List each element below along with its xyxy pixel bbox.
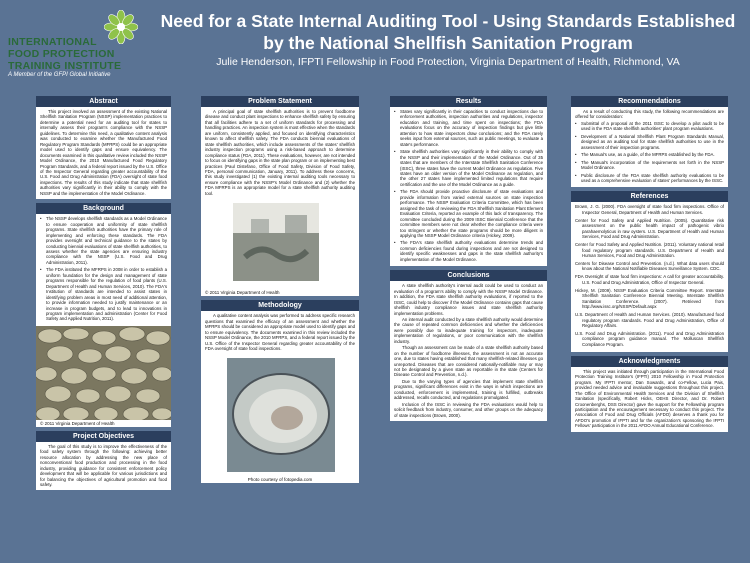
- recommendations-item: • Submittal of a proposal at the 2011 ISSC to develop a pilot audit to be used in the FDA state shellfish authorities' plant program evaluations.: [575, 121, 724, 132]
- conclusions-paragraph: A state shellfish authority's internal audit could be used to conduct an evaluation of a program's ability to comply with the NSSP Model Ordinance. In addition, the FDA state shellfish authority evaluations, if reported to the ISSC, could help to discover if the Model Ordinance contains gaps that cause shellfish industry compliance issues and state shellfish authority implementation problems.: [394, 283, 543, 316]
- conclusions-paragraph: Due to the varying types of agencies that implement state shellfish programs, significant differences exist in the ways in which inspections are conducted, enforcement is implemented, training is fulfilled, outbreaks addressed, recalls conducted, and regulations promulgated.: [394, 378, 543, 401]
- recommendations-item: • Public disclosure of the FDA state shellfish authority evaluations to be used as a comprehensive evaluation of states' performances by the ISSC.: [575, 173, 724, 184]
- reference-item: U.S. Department of Health and Human Services. (2010). Manufactured food regulatory program standards. Food and Drug Administration, Office of Regulatory Affairs.: [575, 312, 724, 329]
- conclusions-paragraph: An internal audit conducted by a state shellfish authority would determine the cause of repeated common deficiencies and whether the deficiencies were possibly due to inadequate training for inspectors, inadequate implementation of regulations, or poor communication with the shellfish industry.: [394, 316, 543, 344]
- logo-subtitle: A Member of the GFPI Global Initiative: [8, 72, 111, 78]
- conclusions-heading: Conclusions: [390, 270, 547, 281]
- background-photo-caption: © 2011 Virginia Department of Health: [36, 420, 171, 427]
- problem-text: A principal goal of state shellfish authorities is to prevent foodborne disease and conduct plant inspections to enhance shellfish safety by ensuring that all facilities adhere to a set of uniform standards for processing and handling practices. An inspection system is most effective when the standards are uniform, consistently applied, and focused on identifying characteristics known to affect shellfish safety. The FDA conducts biennial evaluations of state shellfish authorities, which include assessments of the states' shellfish industry inspection programs using a risk-based approach to determine compliance status (FDA, 2011). These evaluations, however, are not intended to focus on identifying gaps in the state plan program or on implementing best practices (Paul Distefano, Office of Food Safety, Division of Food Safety, FDA, personal communication, January, 2011). To address these concerns, this study investigated (1) the existing internal auditing tools necessary to ensure compliance with the NSSP's Model Ordinance and (2) whether the FDA MFRPS is an appropriate model for a state shellfish authority auditing tool.: [205, 109, 355, 196]
- objectives-box: [36, 442, 171, 491]
- logo-wordmark: INTERNATIONAL FOOD PROTECTION TRAINING INSTITUTE: [8, 36, 122, 72]
- abstract-text: This project involved an assessment of the existing National Shellfish Sanitation Program (NSSP) implementation practices to determine a potential need for an auditing tool for states to internally assess their program's compliance with the NSSP guidelines. To determine this need, a qualitative content analysis was conducted to examine whether the Manufactured Food Regulatory Program Standards (MFRPS) could be an appropriate model used to identify gaps and ensure equivalency. The documents examined in this qualitative review included the NSSP Model Ordinance, the 2010 Manufactured Food Regulatory Program Standards, and a federal report issued by the U.S. Office of the Inspector General regarding greater accountability of the U.S. Food and Drug Administration (FDA) oversight of state food inspections. The results of this study indicate that state shellfish authorities vary significantly in their ability to comply with the NSSP and the implementation of the Model Ordinance.: [40, 109, 167, 196]
- objectives-heading: Project Objectives: [36, 431, 171, 442]
- reference-item: Centers for Disease Control and Prevention. (n.d.). What data users should know about the National Notifiable Diseases Surveillance System. CDC.: [575, 261, 724, 272]
- methodology-box: [201, 311, 359, 354]
- recommendations-item: • The Manual's use, as a guide, of the MFRPS established by the FDA.: [575, 152, 724, 157]
- recommendations-item: • Development of a National Shellfish Plant Program Standards Manual, designed as an auditing tool for state shellfish authorities to use in the assessment of their inspection programs.: [575, 134, 724, 150]
- background-box: [36, 214, 171, 326]
- acknowledgments-text: This project was initiated through participation in the International Food Protection Training Institute's (IFPTI) 2010 Fellowship in Food Protection program. My IFPTI mentor, Dan Sowards, and co-Fellow, Lucia Pais, provided needed advice and invaluable suggestions throughout this project. The Office of Environmental Health Services and the Division of Shellfish Sanitation (specifically, Robert Hicks, OEHS Director, and Dr. Robert Croonenberghs, DSS Director) gave the support for the Fellowship program participation and the encouragement necessary to conduct this project. The Association of Food and Drug Officials (AFDO) deserves a thank you for AFDO's promotion of IFPTI and for the organization's sponsoring the IFPTI Fellows' participation in the 2011 AFDO Annual Educational Conference.: [575, 368, 724, 429]
- methodology-text: A qualitative content analysis was performed to address specific research questions that examined the efficacy of an assessment and whether the MFRPS should be considered an appropriate model used to identify gaps and to ensure equivalency. The documents examined in this review included the NSSP Model Ordinance, the 2010 MFRPS, and a federal report issued by the U.S. Office of the Inspector General regarding greater accountability of the FDA oversight of state food inspections.: [205, 313, 355, 351]
- poster-author: Julie Henderson, IFPTI Fellowship in Food Protection, Virginia Department of Health, Richmond, VA: [216, 56, 680, 68]
- column-1: [36, 96, 171, 490]
- ifpti-logo: [4, 6, 164, 82]
- methodology-photo-caption: Photo courtesy of fotopedia.com: [201, 476, 359, 483]
- methodology-heading: Methodology: [201, 300, 359, 311]
- background-item: • The FDA instituted the MFRPS in 2008 in order to establish a uniform foundation for the design and management of state programs responsible for the regulation of food plants (U.S. Department of Health and Human Services, 2010). The FDA's Institution of standards are intended to assist states in identifying problem areas in most need of additional attention, to provide information needed to justify maintenance or an increase in program budgets, and to lead to innovations in program implementation and administration (Center for Food Safety and Applied Nutrition, 2011).: [40, 267, 167, 322]
- recommendations-intro: As a result of conducting this study, the following recommendations are offered for consideration:: [575, 109, 724, 120]
- results-box: [390, 107, 547, 266]
- background-item: • The NSSP develops shellfish standards as a Model Ordinance to ensure cooperation and uniformity of state shellfish programs. State shellfish authorities have the primary role of implementing and enforcing these standards. The FDA provides oversight and technical guidance to the states by conducting biennial evaluations of state shellfish authorities, to assess whether the state agencies are ensuring industry compliance with the NSSP (U.S. Food and Drug Administration, 2011).: [40, 216, 167, 265]
- shellfish-plant-photo: [201, 199, 359, 289]
- references-heading: References: [571, 191, 728, 202]
- reference-item: Center for Food Safety and Applied Nutrition. (2011). Voluntary national retail food regulatory program standards. U.S. Department of Health and Human Services, Food and Drug Administration.: [575, 242, 724, 259]
- results-heading: Results: [390, 96, 547, 107]
- acknowledgments-box: [571, 367, 728, 432]
- problem-photo-caption: © 2011 Virginia Department of Health: [201, 289, 359, 296]
- problem-box: [201, 107, 359, 199]
- reference-item: FDA Oversight of state food firm inspections: A call for greater accountability. U.S. Food and Drug Administration, Office of Inspector General.: [575, 274, 724, 285]
- conclusions-paragraph: Though an assessment can be made of a state shellfish authority based on the number of foodborne illnesses, the assessment is not an accurate one, due to states having established that many shellfish-related illnesses go unreported. Diseases that are considered nationally-notifiable may or may not be designated by a given state as reportable in the state (Centers for Disease Control and Prevention, n.d.).: [394, 345, 543, 378]
- background-heading: Background: [36, 203, 171, 214]
- results-item: • State shellfish authorities vary significantly in their ability to comply with the NSSP and their implementation of the Model Ordinance. Out of 35 states that are members of the Interstate Shellfish Sanitation Conference (ISSC), three states have the current Model Ordinance as regulation. Five states have an older version of the Model Ordinance as regulation, and the other 27 states have implemented limited regulations that require certification and the use of the Model Ordinance as a guide.: [394, 149, 543, 187]
- oyster-pile-photo: [36, 326, 171, 420]
- problem-heading: Problem Statement: [201, 96, 359, 107]
- results-item: • States vary significantly in their capacities to conduct inspections due to enforcement authorities, inspection authorities and regulations, inspector education and training, and time spent on inspections; the FDA evaluations focus on the accuracy of inspection findings but give little attention to how state inspectors draw conclusions; and the FDA rarely seeks input from external sources, such as public meetings, to evaluate a state's performance.: [394, 109, 543, 147]
- conclusions-paragraph: Inclusion of the ISSC in reviewing the FDA evaluations would help to solicit feedback from industry, consumer, and other groups on the adequacy of state inspections (Brown, 2000).: [394, 401, 543, 418]
- reference-item: Brown, J. G. (2000). FDA oversight of state food firm inspections. Office of Inspector General, Department of Health and Human Services.: [575, 204, 724, 215]
- recommendations-heading: Recommendations: [571, 96, 728, 107]
- abstract-heading: Abstract: [36, 96, 171, 107]
- column-2: [201, 96, 359, 483]
- recommendations-item: • The Manual's incorporation of the requirements set forth in the NSSP Model Ordinance.: [575, 160, 724, 171]
- results-item: • The FDA's state shellfish authority evaluations determine trends and common deficiencies found during inspections and are not designed to identify specific weaknesses and gaps in the state shellfish authority's implementation of the Model Ordinance.: [394, 240, 543, 262]
- reference-item: Center for Food Safety and Applied Nutrition. (2005). Quantitative risk assessment on the public health impact of pathogenic vibrio parahaemolyticus in raw oysters. U.S. Department of Health and Human Services, Food and Drug Administration.: [575, 217, 724, 240]
- column-3: [390, 96, 547, 421]
- oyster-shell-image: [201, 354, 359, 476]
- results-item: • The FDA should provide proactive disclosure of state evaluations and provide information from varied external sources on state inspection performance. The NSSP Evaluation Criteria Committee, which has been assigned the task of reviewing the FDA Shellfish Sanitation Plant Element Evaluation Criteria, reported an example of this lack of transparency. The committee concluded during the 2009 ISSC Biennial Conference that the committee members were not clear whether the compliance criteria were too stringent or whether the state programs should be more diligent in applying the NSSP Model Ordinance criteria (Hickey, 2009).: [394, 189, 543, 238]
- oyster-pile-image: [36, 326, 171, 420]
- column-4: [571, 96, 728, 432]
- abstract-box: [36, 107, 171, 199]
- oyster-shell-photo: [201, 354, 359, 476]
- reference-item: Hickey, M. (2009). NSSP Evaluation Criteria Committee Report. Interstate Shellfish Sanitation Conference Biennial Meeting. Interstate Shellfish Sanitation Conference. (2007). Retrieved from http://www.issc.org/NSSP/Default.aspx: [575, 287, 724, 310]
- acknowledgments-heading: Acknowledgments: [571, 356, 728, 367]
- reference-item: U.S. Food and Drug Administration. (2011). Food and Drug Administration compliance program guidance manual. The Molluscan Shellfish Compliance Program.: [575, 331, 724, 347]
- poster-header: [0, 0, 750, 90]
- shellfish-plant-image: [201, 199, 359, 289]
- references-box: [571, 202, 728, 351]
- poster-title: Need for a State Internal Auditing Tool - Using Standards Established by the National Shellfish Sanitation Program: [160, 11, 736, 53]
- conclusions-box: [390, 281, 547, 421]
- objectives-text: The goal of this study is to improve the effectiveness of the food safety system through the following: achieving better resource allocation by addressing the new place of nonconventional food production and processing in the food industry, providing guidance for consistent enforcement policy development that will be applicable for various jurisdictions and for balancing the objectives of agricultural promotion and food safety.: [40, 443, 167, 488]
- recommendations-box: [571, 107, 728, 187]
